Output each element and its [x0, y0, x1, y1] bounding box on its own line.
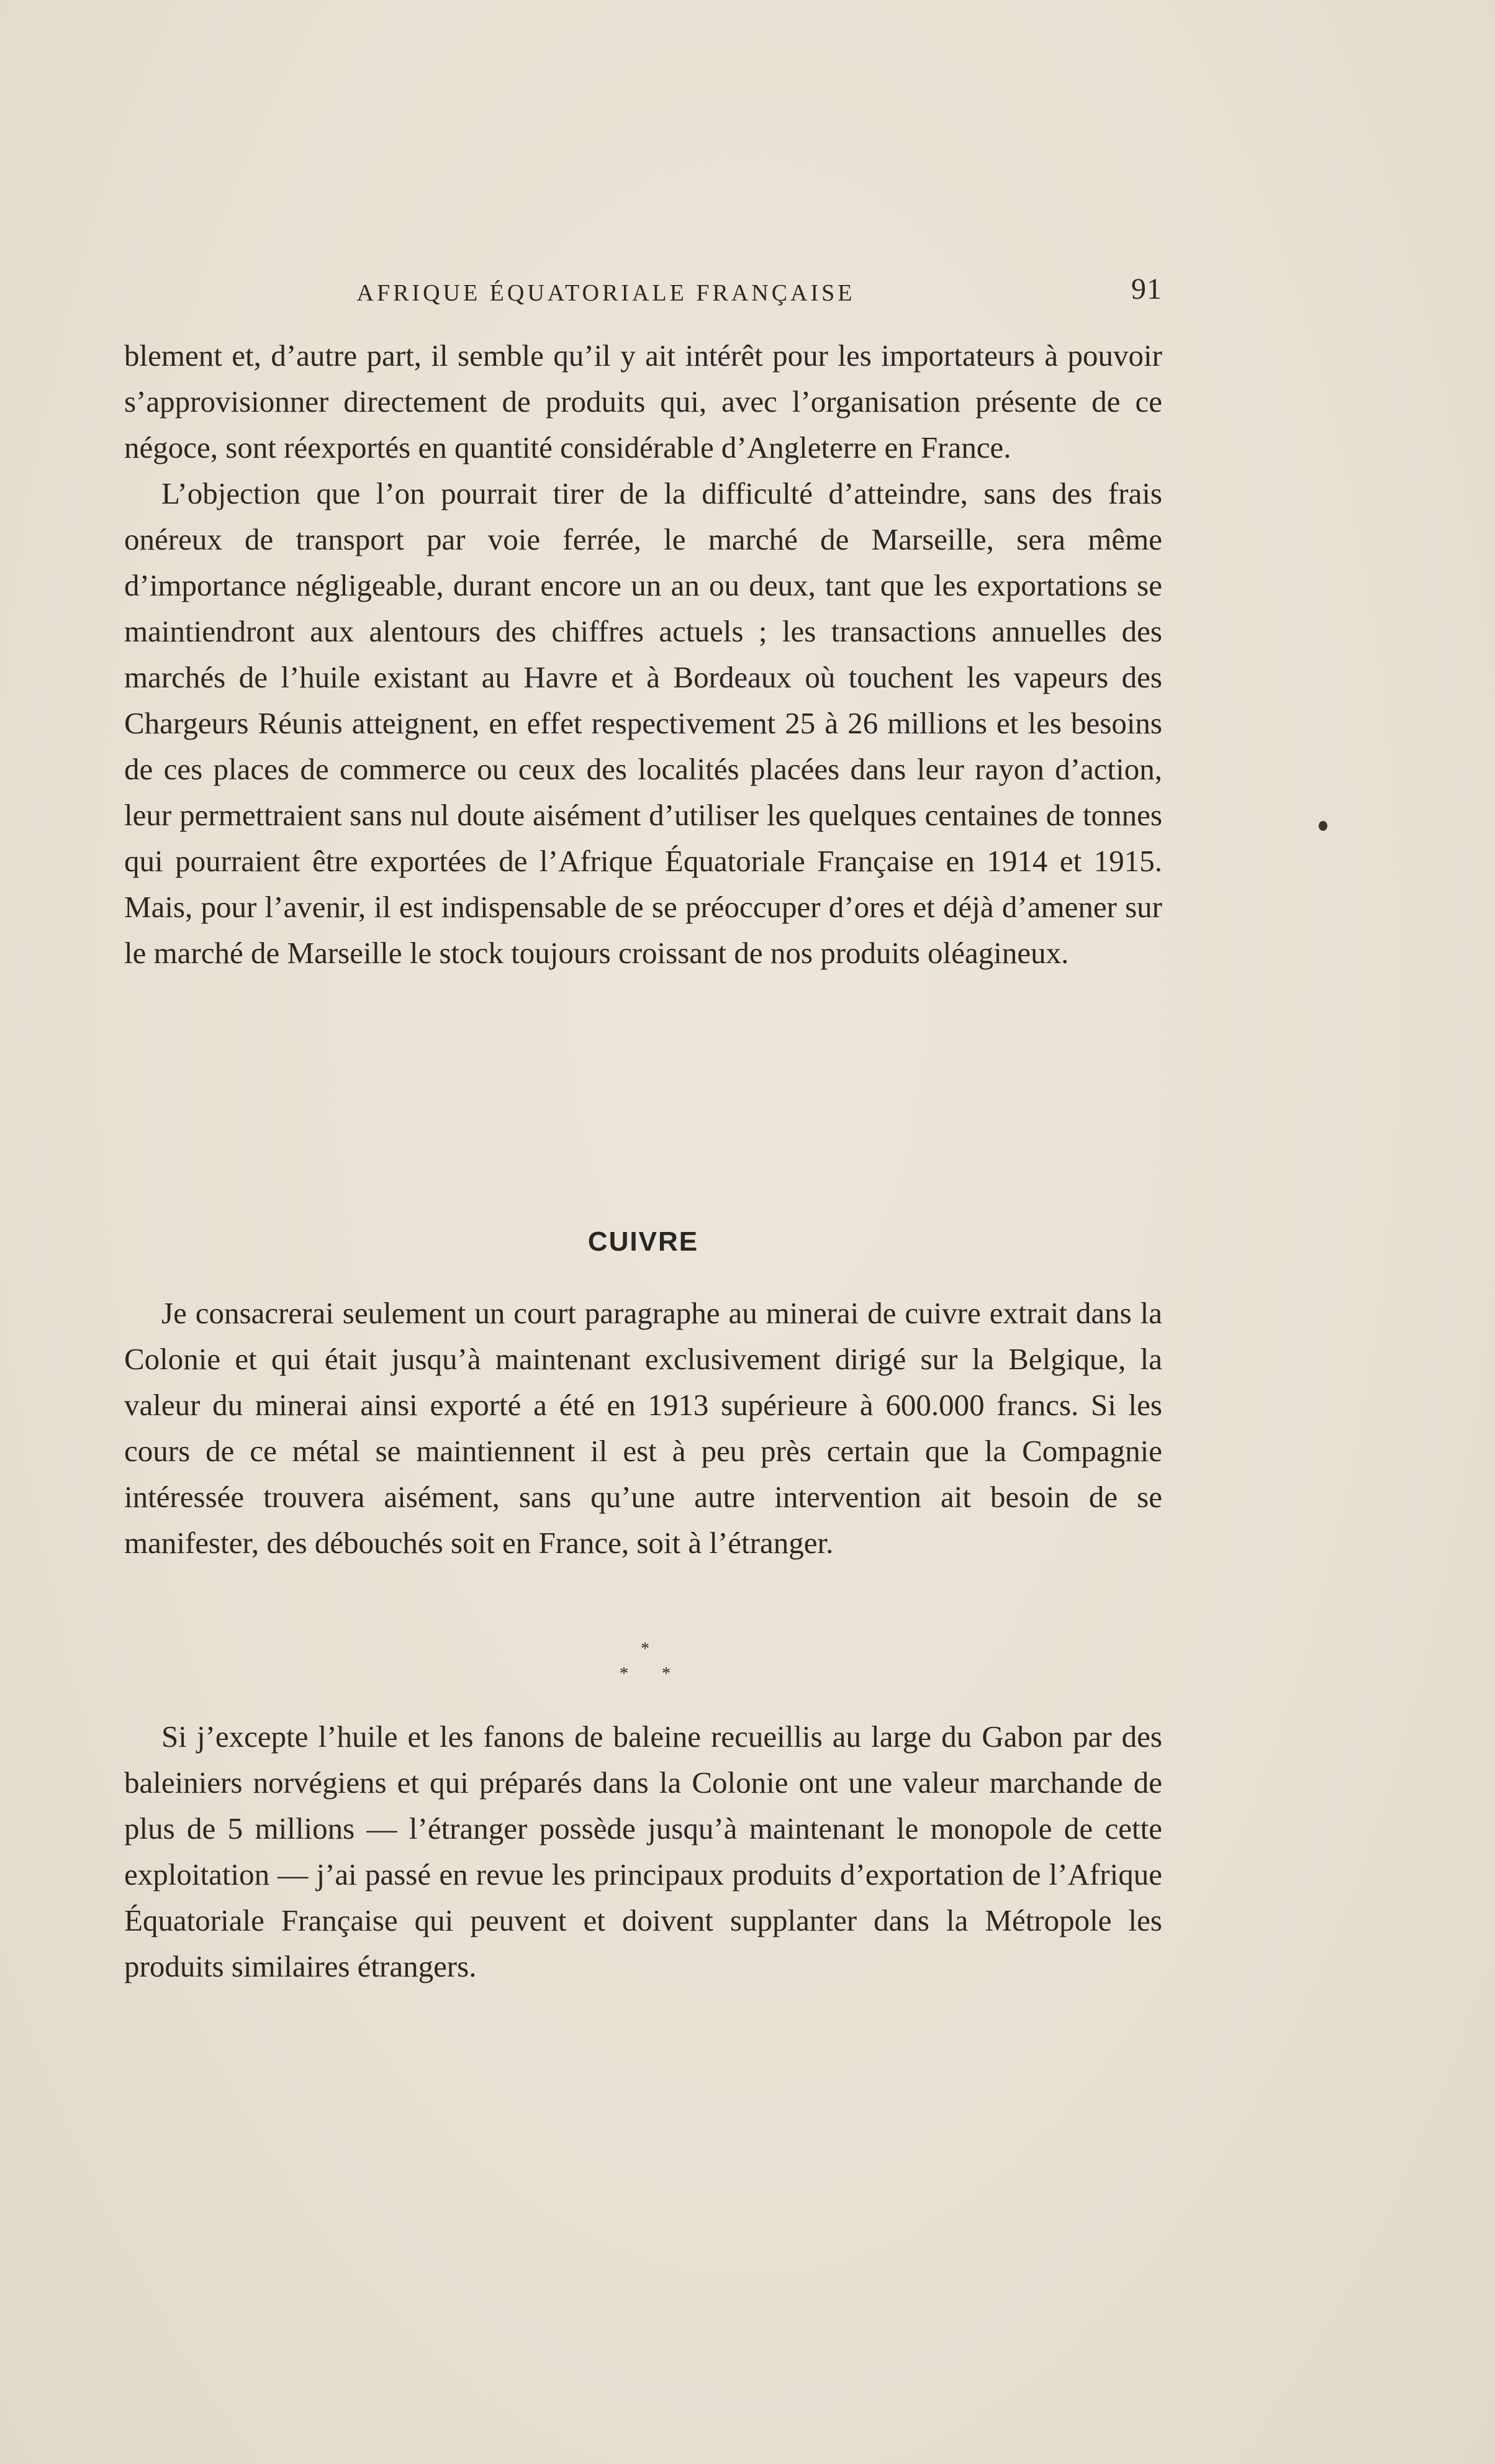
asterism-star-left: * [620, 1664, 628, 1683]
asterism-divider [596, 1639, 695, 1689]
running-head-title: AFRIQUE ÉQUATORIALE FRANÇAISE [356, 280, 856, 306]
paragraph-objection: L’objection que l’on pourrait tirer de la difficulté d’atteindre, sans des frais onéreux de transport par voie ferrée, le marché de Marseille, sera même d’importance négligeable, durant encore un an ou deux, tant que les exportations se maintiendront aux alentours des chiffres actuels ; les transactions annuelles des marchés de l’huile existant au Havre et à Bordeaux où touchent les vapeurs des Chargeurs Réunis atteignent, en effet respectivement 25 à 26 millions et les besoins de ces places de commerce ou ceux des localités placées dans leur rayon d’action, leur permettraient sans nul doute aisément d’utiliser les quelques centaines de tonnes qui pourraient être exportées de l’Afrique Équatoriale Française en 1914 et 1915. Mais, pour l’avenir, il est indispensable de se préoccuper d’ores et déjà d’amener sur le marché de Marseille le stock toujours croissant de nos produits oléagineux. [124, 476, 1162, 970]
body-text-section [124, 1290, 1162, 1566]
asterism-star-top: * [641, 1639, 649, 1659]
ink-speck [1319, 821, 1327, 831]
paragraph-cuivre: Je consacrerai seulement un court paragraphe au minerai de cuivre extrait dans la Colonie et qui était jusqu’à maintenant exclusivement dirigé sur la Belgique, la valeur du minerai ainsi exporté a été en 1913 supérieure à 600.000 francs. Si les cours de ce métal se maintiennent il est à peu près certain que la Compagnie intéressée trouvera aisément, sans qu’une autre intervention ait besoin de se manifester, des débouchés soit en France, soit à l’étranger. [124, 1296, 1162, 1560]
section-heading: CUIVRE [587, 1226, 699, 1257]
paragraph-continuation: blement et, d’autre part, il semble qu’il y ait intérêt pour les importateurs à pouvoir s’approvisionner directement de produits qui, avec l’organisation présente de ce négoce, sont réexportés en quantité considérable d’Angleterre en France. [124, 338, 1162, 464]
body-text-top [124, 333, 1162, 976]
paragraph-closing: Si j’excepte l’huile et les fanons de baleine recueillis au large du Gabon par des baleiniers norvégiens et qui préparés dans la Colonie ont une valeur marchande de plus de 5 millions — l’étranger possède jusqu’à maintenant le monopole de cette exploitation — j’ai passé en revue les principaux produits d’exportation de l’Afrique Équatoriale Française qui peuvent et doivent supplanter dans la Métropole les produits similaires étrangers. [124, 1719, 1162, 1983]
page-number: 91 [1131, 273, 1162, 306]
body-text-closing [124, 1714, 1162, 1990]
asterism-star-right: * [662, 1664, 671, 1683]
running-head [124, 272, 1162, 312]
